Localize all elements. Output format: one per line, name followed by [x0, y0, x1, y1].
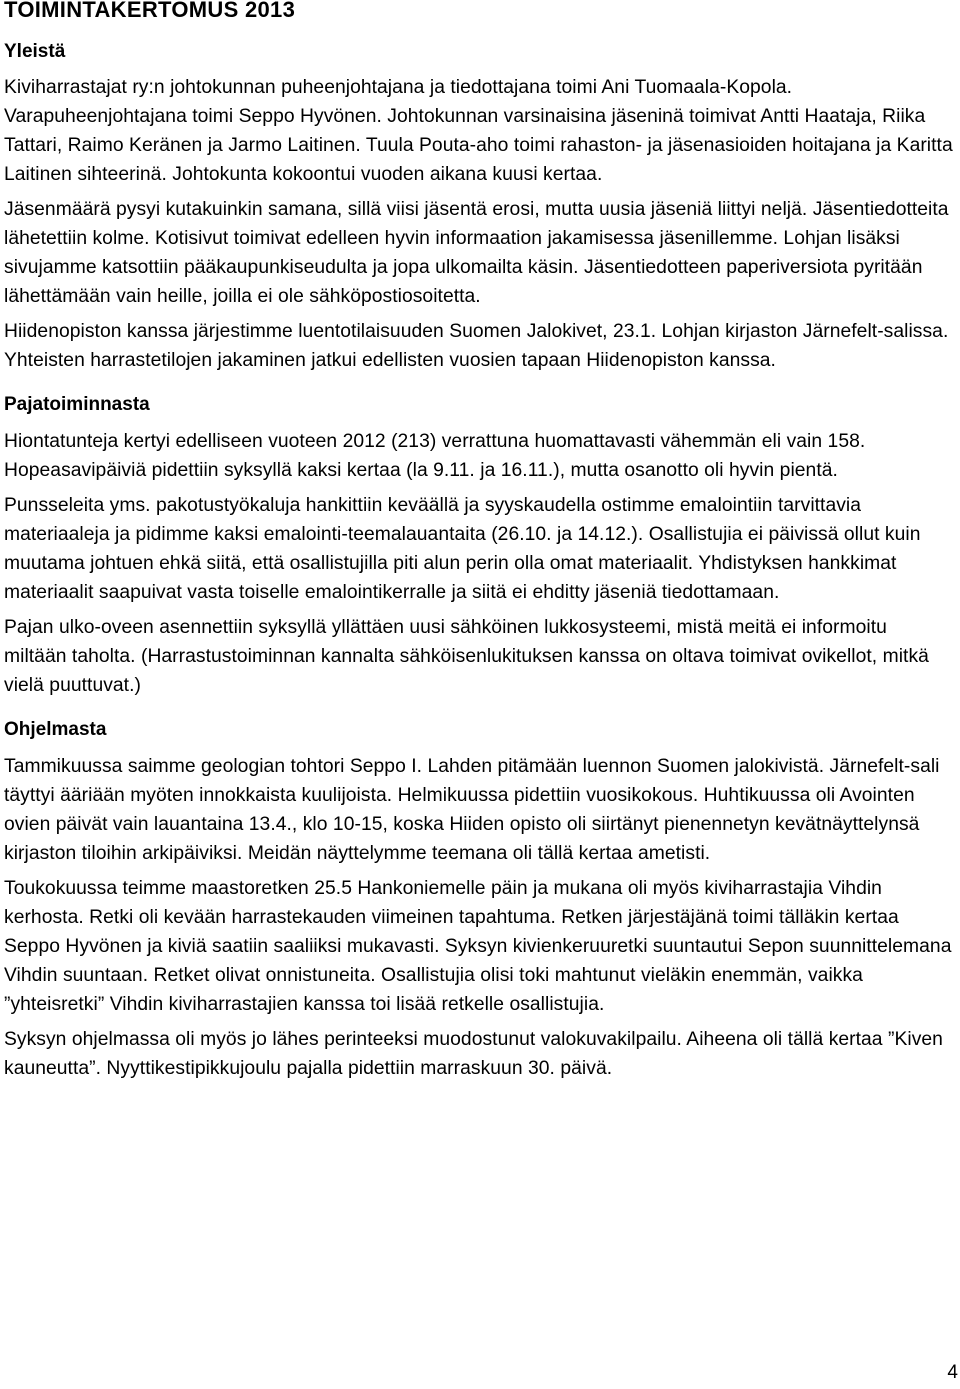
paragraph-lukkosysteemi: Pajan ulko-oveen asennettiin syksyllä yllättäen uusi sähköinen lukkosysteemi, mistä meitä ei informoitu miltään taholta. (Harrastustoiminnan kannalta sähköisenlukituksen kanssa on oltava toimivat ovikellot, mitkä vielä puuttuvat.) [4, 617, 929, 696]
paragraph-punsseleita: Punsseleita yms. pakotustyökaluja hankittiin keväällä ja syyskaudella ostimme emalointiin tarvittavia materiaaleja ja pidimme kaksi emalointi-teemalauantaita (26.10. ja 14.12.). Osallistujia ei päivissä ollut kuin muutama johtuen ehkä siitä, että osallistujilla piti alun perin olla omat materiaalit. Yhdistyksen hankkimat materiaalit saapuivat vasta toiselle emalointikerralle ja siitä ei ehditty jäseniä tiedottamaan. [4, 495, 921, 603]
document-title: TOIMINTAKERTOMUS 2013 [4, 0, 296, 22]
section-heading-pajatoiminnasta: Pajatoiminnasta [4, 394, 150, 415]
section-heading-yleista: Yleistä [4, 41, 66, 62]
paragraph-membership: Jäsenmäärä pysyi kutakuinkin samana, sillä viisi jäsentä erosi, mutta uusia jäseniä liittyi neljä. Jäsentiedotteita lähetettiin kolme. Kotisivut toimivat edelleen hyvin informaation jakamisessa jäsenillemme. Lohjan lisäksi sivujamme katsottiin pääkaupunkiseudulta ja jopa ulkomailta käsin. Jäsentiedotteen paperiversiota pyritään lähettämään vain heille, joilla ei ole sähköpostiosoitetta. [4, 199, 949, 307]
paragraph-board: Kiviharrastajat ry:n johtokunnan puheenjohtajana ja tiedottajana toimi Ani Tuomaala-Kopola. Varapuheenjohtajana toimi Seppo Hyvönen. Johtokunnan varsinaisina jäseninä toimivat Antti Haataja, Riika Tattari, Raimo Keränen ja Jarmo Laitinen. Tuula Pouta-aho toimi rahaston- ja jäsenasioiden hoitajana ja Karitta Laitinen sihteerinä. Johtokunta kokoontui vuoden aikana kuusi kertaa. [4, 77, 953, 185]
paragraph-tammikuussa: Tammikuussa saimme geologian tohtori Seppo I. Lahden pitämään luennon Suomen jalokivistä. Järnefelt-sali täyttyi ääriään myöten innokkaista kuulijoista. Helmikuussa pidettiin vuosikokous. Huhtikuussa oli Avointen ovien päivät vain lauantaina 13.4., klo 10-15, koska Hiiden opisto oli siirtänyt pienennetyn kevätnäyttelynsä kirjaston tiloihin arkipäiviksi. Meidän näyttelymme teemana oli tällä kertaa ametisti. [4, 756, 940, 864]
document-page [4, 0, 954, 1083]
page-number: 4 [947, 1362, 958, 1383]
paragraph-syksyn-ohjelma: Syksyn ohjelmassa oli myös jo lähes perinteeksi muodostunut valokuvakilpailu. Aiheena oli tällä kertaa ”Kiven kauneutta”. Nyyttikestipikkujoulu pajalla pidettiin marraskuun 30. päivä. [4, 1029, 943, 1079]
section-heading-ohjelmasta: Ohjelmasta [4, 719, 107, 740]
paragraph-hiidenopisto: Hiidenopiston kanssa järjestimme luentotilaisuuden Suomen Jalokivet, 23.1. Lohjan kirjaston Järnefelt-salissa. Yhteisten harrastetilojen jakaminen jatkui edellisten vuosien tapaan Hiidenopiston kanssa. [4, 321, 949, 371]
paragraph-hiontatunteja: Hiontatunteja kertyi edelliseen vuoteen 2012 (213) verrattuna huomattavasti vähemmän eli vain 158. Hopeasavipäiviä pidettiin syksyllä kaksi kertaa (la 9.11. ja 16.11.), mutta osanotto oli hyvin pientä. [4, 431, 866, 481]
paragraph-toukokuussa: Toukokuussa teimme maastoretken 25.5 Hankoniemelle päin ja mukana oli myös kiviharrastajia Vihdin kerhosta. Retki oli kevään harrastekauden viimeinen tapahtuma. Retken järjestäjänä toimi tälläkin kertaa Seppo Hyvönen ja kiviä saatiin saaliiksi mukavasti. Syksyn kivienkeruuretki suuntautui Sepon suunnittelemana Vihdin suuntaan. Retket olivat onnistuneita. Osallistujia olisi toki mahtunut vieläkin enemmän, vaikka ”yhteisretki” Vihdin kiviharrastajien kanssa toi lisää retkelle osallistujia. [4, 878, 952, 1015]
